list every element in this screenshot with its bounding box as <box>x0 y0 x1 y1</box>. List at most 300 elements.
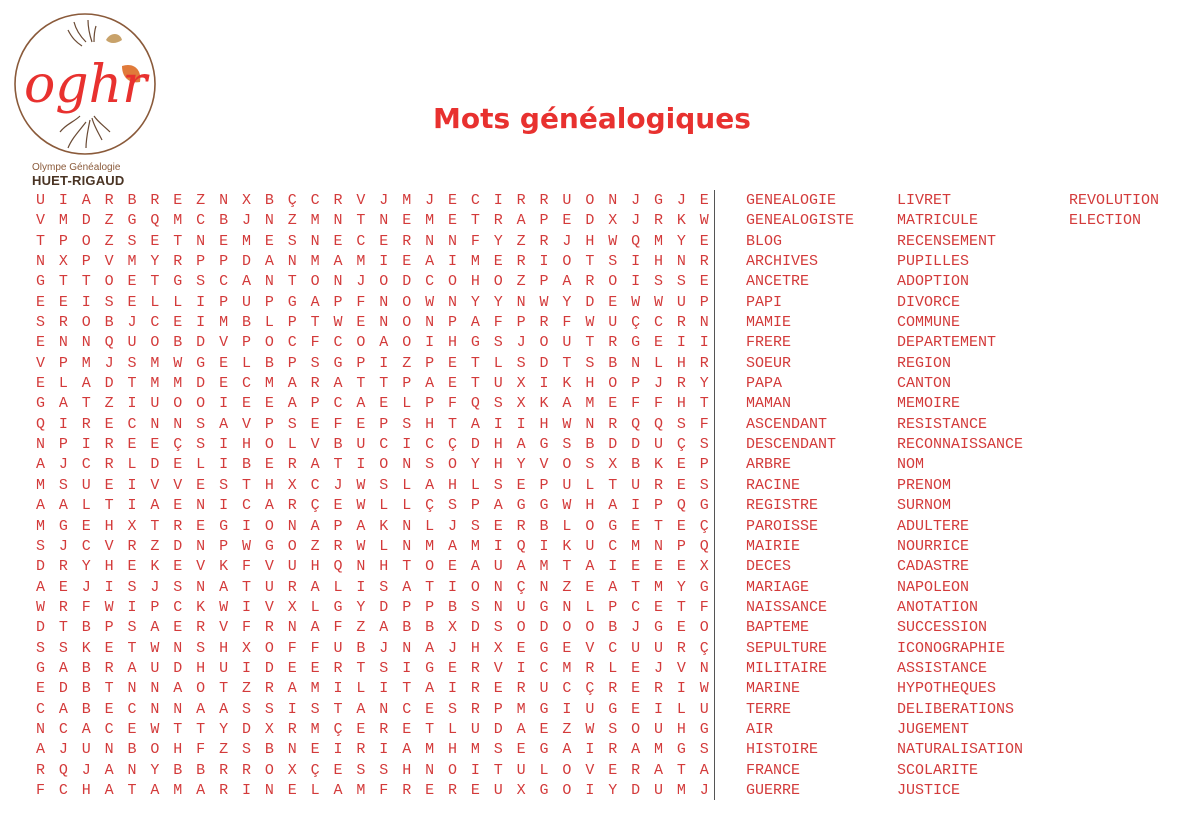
grid-letter: X <box>127 517 137 535</box>
grid-letter: Ç <box>631 314 641 332</box>
grid-letter: L <box>379 537 389 555</box>
grid-letter: A <box>699 761 709 779</box>
grid-letter: S <box>379 659 389 677</box>
grid-letter: T <box>676 598 686 616</box>
grid-letter: F <box>287 639 297 657</box>
grid-letter: A <box>516 558 526 576</box>
grid-letter: C <box>356 232 366 250</box>
grid-letter: D <box>470 436 480 454</box>
grid-letter: C <box>333 395 343 413</box>
grid-row <box>29 354 709 374</box>
grid-letter: V <box>104 537 114 555</box>
grid-letter: A <box>516 720 526 738</box>
grid-letter: R <box>493 212 503 230</box>
grid-letter: A <box>127 659 137 677</box>
grid-letter: H <box>447 741 457 759</box>
grid-letter: E <box>356 720 366 738</box>
grid-letter: A <box>402 578 412 596</box>
grid-letter: I <box>676 680 686 698</box>
grid-letter: A <box>356 700 366 718</box>
grid-letter: C <box>310 192 320 209</box>
grid-letter: L <box>585 598 595 616</box>
grid-letter: P <box>631 375 641 393</box>
grid-letter: C <box>333 334 343 352</box>
grid-letter: N <box>35 253 45 271</box>
grid-letter: N <box>264 212 274 230</box>
grid-letter: I <box>516 415 526 433</box>
grid-letter: P <box>58 436 68 454</box>
grid-letter: R <box>608 741 618 759</box>
grid-letter: P <box>676 537 686 555</box>
grid-letter: C <box>58 781 68 799</box>
grid-letter: A <box>653 761 663 779</box>
grid-letter: J <box>379 639 389 657</box>
grid-letter: A <box>241 273 251 291</box>
grid-letter: Y <box>470 456 480 474</box>
grid-letter: G <box>539 781 549 799</box>
grid-letter: S <box>402 415 412 433</box>
grid-letter: L <box>127 456 137 474</box>
grid-letter: E <box>447 192 457 209</box>
grid-letter: O <box>539 334 549 352</box>
word-list-item: PAROISSE <box>746 517 819 535</box>
word-list-item: DIVORCE <box>897 293 961 311</box>
grid-letter: Y <box>493 232 503 250</box>
grid-letter: D <box>81 212 91 230</box>
grid-letter: S <box>470 598 480 616</box>
grid-letter: R <box>608 415 618 433</box>
grid-letter: F <box>699 415 709 433</box>
grid-letter: P <box>58 354 68 372</box>
grid-letter: M <box>127 253 137 271</box>
grid-row <box>29 455 709 475</box>
grid-letter: N <box>173 700 183 718</box>
grid-letter: G <box>539 700 549 718</box>
grid-letter: V <box>264 598 274 616</box>
grid-letter: P <box>241 334 251 352</box>
grid-letter: R <box>402 781 412 799</box>
grid-letter: V <box>241 415 251 433</box>
grid-letter: P <box>310 395 320 413</box>
grid-letter: Ç <box>310 497 320 515</box>
grid-letter: N <box>333 273 343 291</box>
word-list-item: SUCCESSION <box>897 619 988 637</box>
grid-letter: P <box>81 253 91 271</box>
word-list-item: PRENOM <box>897 476 952 494</box>
grid-letter: T <box>356 375 366 393</box>
grid-row <box>29 313 709 333</box>
grid-letter: L <box>653 354 663 372</box>
grid-letter: I <box>585 741 595 759</box>
word-list-item: NOURRICE <box>897 537 970 555</box>
grid-letter: I <box>219 395 229 413</box>
grid-letter: A <box>356 395 366 413</box>
grid-row <box>29 761 709 781</box>
grid-letter: A <box>470 314 480 332</box>
grid-letter: R <box>81 415 91 433</box>
grid-letter: P <box>333 517 343 535</box>
grid-row <box>29 394 709 414</box>
grid-letter: O <box>379 273 389 291</box>
grid-letter: R <box>676 375 686 393</box>
grid-letter: N <box>196 232 206 250</box>
grid-letter: H <box>219 639 229 657</box>
grid-row <box>29 496 709 516</box>
grid-letter: E <box>447 558 457 576</box>
grid-letter: C <box>287 334 297 352</box>
grid-letter: E <box>127 720 137 738</box>
grid-letter: P <box>196 253 206 271</box>
grid-letter: G <box>58 517 68 535</box>
grid-letter: J <box>81 578 91 596</box>
grid-letter: A <box>379 334 389 352</box>
grid-letter: N <box>173 639 183 657</box>
grid-letter: E <box>173 456 183 474</box>
grid-letter: K <box>676 212 686 230</box>
grid-letter: Y <box>493 293 503 311</box>
grid-letter: T <box>81 395 91 413</box>
grid-letter: M <box>631 537 641 555</box>
grid-row <box>29 598 709 618</box>
grid-letter: A <box>264 497 274 515</box>
grid-letter: T <box>608 476 618 494</box>
grid-letter: L <box>608 659 618 677</box>
grid-letter: S <box>585 456 595 474</box>
grid-letter: E <box>58 293 68 311</box>
grid-letter: C <box>150 314 160 332</box>
grid-letter: H <box>104 558 114 576</box>
grid-letter: X <box>493 639 503 657</box>
grid-letter: U <box>287 558 297 576</box>
grid-letter: M <box>310 720 320 738</box>
grid-letter: E <box>676 476 686 494</box>
grid-letter: P <box>264 293 274 311</box>
word-list-item: MATRICULE <box>897 212 979 230</box>
logo-caption-line2: HUET-RIGAUD <box>32 173 125 188</box>
grid-letter: G <box>333 354 343 372</box>
grid-letter: N <box>402 456 412 474</box>
grid-letter: C <box>402 700 412 718</box>
grid-letter: R <box>447 781 457 799</box>
grid-letter: O <box>264 436 274 454</box>
grid-letter: R <box>356 741 366 759</box>
grid-letter: P <box>539 273 549 291</box>
grid-letter: J <box>631 619 641 637</box>
grid-letter: F <box>653 395 663 413</box>
grid-letter: N <box>653 537 663 555</box>
grid-letter: V <box>173 476 183 494</box>
grid-letter: L <box>676 700 686 718</box>
grid-letter: I <box>241 781 251 799</box>
grid-letter: U <box>585 537 595 555</box>
grid-letter: I <box>402 659 412 677</box>
word-list-item: MAIRIE <box>746 537 801 555</box>
grid-letter: E <box>104 415 114 433</box>
grid-letter: A <box>104 781 114 799</box>
grid-letter: R <box>653 476 663 494</box>
grid-letter: R <box>516 192 526 209</box>
grid-letter: N <box>425 761 435 779</box>
grid-letter: B <box>425 619 435 637</box>
grid-letter: Z <box>104 212 114 230</box>
grid-letter: R <box>676 639 686 657</box>
grid-letter: I <box>219 497 229 515</box>
grid-letter: D <box>173 659 183 677</box>
grid-letter: K <box>539 395 549 413</box>
grid-letter: O <box>264 334 274 352</box>
grid-letter: P <box>539 212 549 230</box>
grid-letter: E <box>402 253 412 271</box>
word-list-item: DELIBERATIONS <box>897 700 1015 718</box>
grid-letter: O <box>402 293 412 311</box>
grid-letter: S <box>127 232 137 250</box>
grid-letter: I <box>127 476 137 494</box>
word-list-item: SOEUR <box>746 354 792 372</box>
word-list-item: REGISTRE <box>746 497 819 515</box>
grid-letter: T <box>402 680 412 698</box>
grid-letter: V <box>219 334 229 352</box>
grid-letter: G <box>608 700 618 718</box>
grid-letter: X <box>516 781 526 799</box>
grid-letter: B <box>447 598 457 616</box>
grid-letter: J <box>653 375 663 393</box>
grid-letter: E <box>653 334 663 352</box>
grid-letter: C <box>608 537 618 555</box>
grid-letter: M <box>539 558 549 576</box>
grid-letter: I <box>127 598 137 616</box>
grid-letter: N <box>447 232 457 250</box>
grid-letter: Q <box>470 395 480 413</box>
grid-letter: M <box>150 354 160 372</box>
grid-letter: E <box>608 761 618 779</box>
grid-letter: I <box>241 598 251 616</box>
word-list-item: ANOTATION <box>897 598 979 616</box>
grid-letter: R <box>379 720 389 738</box>
grid-letter: E <box>333 232 343 250</box>
grid-letter: I <box>516 659 526 677</box>
grid-letter: P <box>58 232 68 250</box>
grid-letter: I <box>356 578 366 596</box>
grid-letter: T <box>425 578 435 596</box>
grid-letter: K <box>150 558 160 576</box>
grid-letter: E <box>58 578 68 596</box>
grid-letter: I <box>631 497 641 515</box>
grid-letter: E <box>127 273 137 291</box>
grid-letter: M <box>425 212 435 230</box>
grid-letter: E <box>356 314 366 332</box>
grid-letter: A <box>310 293 320 311</box>
grid-letter: S <box>287 415 297 433</box>
grid-letter: B <box>81 619 91 637</box>
grid-letter: O <box>379 456 389 474</box>
grid-letter: S <box>196 415 206 433</box>
grid-letter: A <box>425 639 435 657</box>
grid-letter: M <box>585 395 595 413</box>
grid-letter: M <box>516 700 526 718</box>
grid-letter: A <box>219 578 229 596</box>
grid-letter: T <box>699 395 709 413</box>
grid-letter: U <box>631 476 641 494</box>
grid-letter: U <box>470 720 480 738</box>
grid-letter: R <box>470 700 480 718</box>
grid-letter: T <box>470 354 480 372</box>
grid-letter: R <box>150 192 160 209</box>
grid-letter: L <box>470 476 480 494</box>
grid-letter: V <box>676 659 686 677</box>
grid-letter: D <box>58 680 68 698</box>
grid-letter: G <box>539 741 549 759</box>
grid-letter: U <box>562 334 572 352</box>
grid-letter: G <box>35 659 45 677</box>
grid-letter: T <box>562 558 572 576</box>
grid-letter: Y <box>150 253 160 271</box>
grid-letter: I <box>219 456 229 474</box>
grid-letter: E <box>35 375 45 393</box>
grid-letter: J <box>676 192 686 209</box>
grid-letter: S <box>104 293 114 311</box>
grid-letter: O <box>356 334 366 352</box>
grid-letter: D <box>173 537 183 555</box>
grid-letter: A <box>150 497 160 515</box>
grid-letter: R <box>58 558 68 576</box>
grid-letter: G <box>287 293 297 311</box>
grid-letter: A <box>264 253 274 271</box>
grid-letter: R <box>516 517 526 535</box>
grid-letter: L <box>425 517 435 535</box>
grid-letter: C <box>379 436 389 454</box>
grid-letter: S <box>196 639 206 657</box>
grid-letter: A <box>562 273 572 291</box>
grid-letter: I <box>539 537 549 555</box>
grid-letter: G <box>699 578 709 596</box>
grid-letter: E <box>425 781 435 799</box>
grid-letter: U <box>333 639 343 657</box>
grid-letter: X <box>264 720 274 738</box>
grid-letter: Q <box>631 415 641 433</box>
grid-letter: N <box>356 558 366 576</box>
grid-letter: A <box>356 517 366 535</box>
word-list-item: BAPTEME <box>746 619 810 637</box>
grid-letter: A <box>196 781 206 799</box>
grid-letter: E <box>379 232 389 250</box>
grid-letter: J <box>653 659 663 677</box>
grid-letter: I <box>379 680 389 698</box>
grid-letter: F <box>562 314 572 332</box>
grid-letter: T <box>150 517 160 535</box>
grid-divider <box>714 190 715 800</box>
grid-letter: O <box>447 761 457 779</box>
grid-letter: M <box>653 578 663 596</box>
grid-letter: A <box>310 456 320 474</box>
grid-letter: N <box>493 578 503 596</box>
grid-letter: Y <box>699 375 709 393</box>
grid-letter: X <box>287 476 297 494</box>
grid-letter: M <box>35 476 45 494</box>
grid-letter: L <box>402 476 412 494</box>
grid-letter: I <box>81 436 91 454</box>
grid-letter: X <box>287 598 297 616</box>
grid-letter: E <box>127 293 137 311</box>
grid-letter: W <box>150 639 160 657</box>
grid-letter: I <box>196 293 206 311</box>
grid-letter: A <box>58 700 68 718</box>
grid-letter: B <box>81 659 91 677</box>
grid-letter: R <box>653 680 663 698</box>
grid-letter: A <box>516 436 526 454</box>
grid-letter: W <box>333 314 343 332</box>
grid-letter: B <box>173 761 183 779</box>
grid-letter: E <box>150 436 160 454</box>
grid-letter: P <box>219 253 229 271</box>
grid-letter: Z <box>150 537 160 555</box>
grid-letter: I <box>562 700 572 718</box>
grid-letter: W <box>241 537 251 555</box>
grid-letter: Y <box>562 293 572 311</box>
grid-letter: A <box>631 741 641 759</box>
grid-letter: N <box>631 354 641 372</box>
grid-letter: E <box>493 680 503 698</box>
word-list-item: MAMAN <box>746 395 792 413</box>
grid-letter: U <box>699 700 709 718</box>
grid-letter: T <box>104 680 114 698</box>
grid-letter: A <box>35 578 45 596</box>
grid-letter: N <box>447 293 457 311</box>
grid-letter: P <box>539 476 549 494</box>
grid-letter: D <box>539 619 549 637</box>
word-list-item: NOM <box>897 456 925 474</box>
grid-letter: B <box>241 314 251 332</box>
grid-letter: E <box>631 517 641 535</box>
grid-letter: E <box>173 497 183 515</box>
grid-letter: U <box>562 476 572 494</box>
grid-letter: T <box>241 578 251 596</box>
grid-letter: E <box>470 781 480 799</box>
grid-letter: N <box>585 415 595 433</box>
grid-letter: Ç <box>287 192 297 209</box>
grid-letter: K <box>562 375 572 393</box>
grid-letter: S <box>310 354 320 372</box>
grid-letter: T <box>470 375 480 393</box>
grid-letter: J <box>447 517 457 535</box>
grid-letter: C <box>196 212 206 230</box>
word-list-item: GENEALOGISTE <box>746 212 855 230</box>
grid-letter: R <box>219 781 229 799</box>
grid-letter: H <box>585 375 595 393</box>
grid-letter: W <box>104 598 114 616</box>
grid-letter: H <box>379 558 389 576</box>
grid-letter: R <box>287 578 297 596</box>
grid-letter: X <box>699 558 709 576</box>
grid-letter: I <box>287 700 297 718</box>
grid-letter: W <box>150 720 160 738</box>
grid-letter: O <box>81 314 91 332</box>
grid-letter: X <box>516 395 526 413</box>
grid-letter: L <box>287 436 297 454</box>
grid-letter: Ç <box>447 436 457 454</box>
grid-letter: P <box>608 598 618 616</box>
grid-letter: H <box>676 720 686 738</box>
grid-letter: J <box>379 192 389 209</box>
grid-letter: D <box>631 781 641 799</box>
grid-letter: V <box>219 619 229 637</box>
grid-row <box>29 435 709 455</box>
grid-letter: I <box>81 293 91 311</box>
grid-letter: E <box>173 619 183 637</box>
grid-letter: T <box>470 212 480 230</box>
word-list-item: AIR <box>746 720 774 738</box>
grid-letter: A <box>425 375 435 393</box>
grid-letter: V <box>493 659 503 677</box>
